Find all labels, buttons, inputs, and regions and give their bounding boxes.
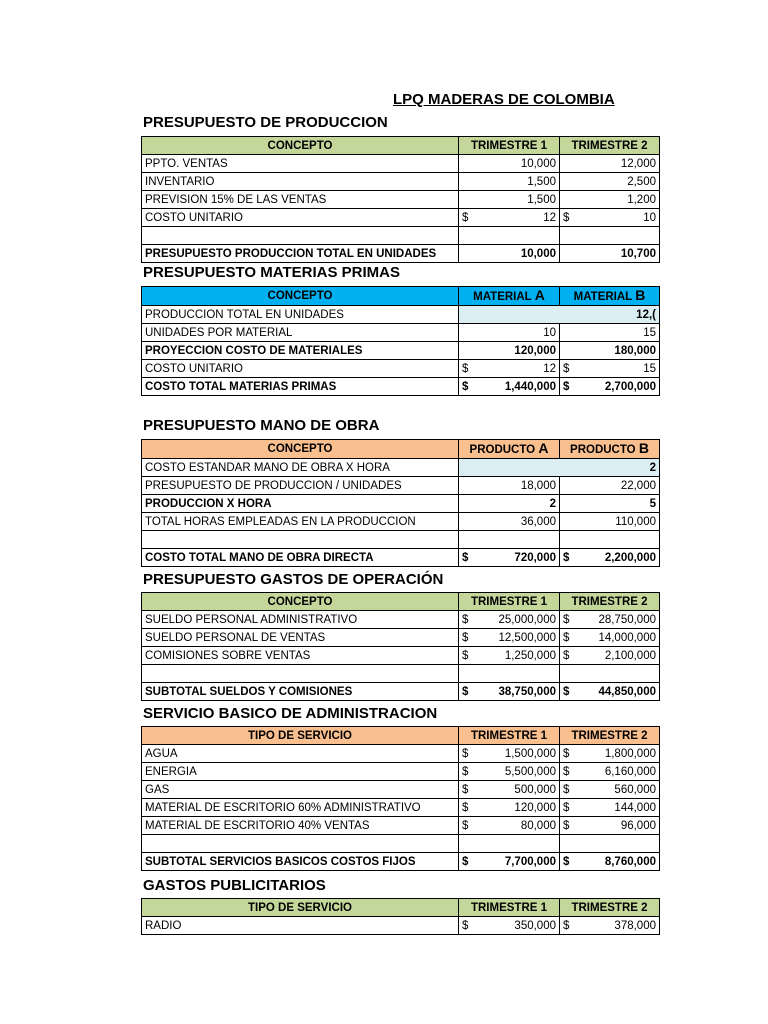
total-row [142, 853, 660, 871]
row-label[interactable]: COMISIONES SOBRE VENTAS [142, 647, 459, 665]
table-row [142, 306, 660, 324]
header-material-a: MATERIAL A [459, 287, 560, 306]
row-label[interactable]: SUELDO PERSONAL DE VENTAS [142, 629, 459, 647]
cell-t1[interactable]: 1,500 [459, 173, 560, 191]
row-label[interactable]: TOTAL HORAS EMPLEADAS EN LA PRODUCCION [142, 513, 459, 531]
row-label[interactable]: COSTO UNITARIO [142, 360, 459, 378]
table-row [142, 917, 660, 935]
header-trimestre-2: TRIMESTRE 2 [560, 899, 660, 917]
total-a[interactable]: $ 1,440,000 [459, 378, 560, 396]
table-row [142, 745, 660, 763]
cell-t1[interactable]: $ 120,000 [459, 799, 560, 817]
header-concepto: CONCEPTO [142, 137, 459, 155]
table-header-row [142, 593, 660, 611]
row-label[interactable]: PRESUPUESTO DE PRODUCCION / UNIDADES [142, 477, 459, 495]
cell-t1[interactable]: $ 350,000 [459, 917, 560, 935]
row-label[interactable]: GAS [142, 781, 459, 799]
total-t2[interactable]: 10,700 [560, 245, 660, 263]
cell-t1[interactable]: $ 1,250,000 [459, 647, 560, 665]
table-row [142, 611, 660, 629]
section-title-materias-primas: PRESUPUESTO MATERIAS PRIMAS [143, 264, 400, 281]
cell-t1[interactable]: $ 500,000 [459, 781, 560, 799]
header-trimestre-2: TRIMESTRE 2 [560, 593, 660, 611]
table-gastos-publicitarios [141, 898, 660, 935]
table-row [142, 324, 660, 342]
cell-value: 10 [643, 211, 656, 224]
total-b[interactable]: $ 2,700,000 [560, 378, 660, 396]
cell-t1[interactable]: 1,500 [459, 191, 560, 209]
header-trimestre-1: TRIMESTRE 1 [459, 137, 560, 155]
section-title-gastos-operacion: PRESUPUESTO GASTOS DE OPERACIÓN [143, 571, 444, 588]
table-header-row [142, 899, 660, 917]
section-title-gastos-publicitarios: GASTOS PUBLICITARIOS [143, 877, 326, 894]
merged-value-cell[interactable]: 2 [459, 459, 660, 477]
row-label[interactable]: MATERIAL DE ESCRITORIO 60% ADMINISTRATIVO [142, 799, 459, 817]
total-label[interactable]: SUBTOTAL SERVICIOS BASICOS COSTOS FIJOS [142, 853, 459, 871]
cell-t1[interactable]: $ 12,500,000 [459, 629, 560, 647]
total-t2[interactable]: $ 44,850,000 [560, 683, 660, 701]
table-row [142, 513, 660, 531]
table-header-row [142, 440, 660, 459]
total-row [142, 549, 660, 567]
cell-a[interactable]: 18,000 [459, 477, 560, 495]
section-title-servicio-basico: SERVICIO BASICO DE ADMINISTRACION [143, 705, 438, 722]
total-label[interactable]: COSTO TOTAL MATERIAS PRIMAS [142, 378, 459, 396]
currency-sign: $ [563, 211, 570, 224]
cell-a[interactable]: $ 12 [459, 360, 560, 378]
cell-t1[interactable]: $ 25,000,000 [459, 611, 560, 629]
cell-t2[interactable]: $ 144,000 [560, 799, 660, 817]
header-tipo-servicio: TIPO DE SERVICIO [142, 727, 459, 745]
table-row [142, 477, 660, 495]
cell-t2[interactable]: $ 96,000 [560, 817, 660, 835]
table-row [142, 191, 660, 209]
table-row [142, 647, 660, 665]
header-trimestre-1: TRIMESTRE 1 [459, 727, 560, 745]
cell-a[interactable]: 2 [459, 495, 560, 513]
header-trimestre-1: TRIMESTRE 1 [459, 899, 560, 917]
table-row [142, 155, 660, 173]
total-t2[interactable]: $ 8,760,000 [560, 853, 660, 871]
table-row [142, 360, 660, 378]
table-materias-primas [141, 286, 660, 396]
total-t1[interactable]: 10,000 [459, 245, 560, 263]
header-trimestre-2: TRIMESTRE 2 [560, 137, 660, 155]
cell-t2[interactable] [560, 209, 660, 227]
cell-t1[interactable]: $ 5,500,000 [459, 763, 560, 781]
cell-t1[interactable] [459, 209, 560, 227]
row-label[interactable]: PREVISION 15% DE LAS VENTAS [142, 191, 459, 209]
cell-b[interactable]: 15 [560, 324, 660, 342]
row-label[interactable]: MATERIAL DE ESCRITORIO 40% VENTAS [142, 817, 459, 835]
header-material-b: MATERIAL B [560, 287, 660, 306]
cell-value: 12 [543, 211, 556, 224]
header-concepto: CONCEPTO [142, 287, 459, 306]
total-t1[interactable]: $ 38,750,000 [459, 683, 560, 701]
header-concepto: CONCEPTO [142, 440, 459, 459]
cell-b[interactable]: 110,000 [560, 513, 660, 531]
row-label[interactable]: RADIO [142, 917, 459, 935]
header-concepto: CONCEPTO [142, 593, 459, 611]
header-producto-a: PRODUCTO A [459, 440, 560, 459]
cell-t2[interactable]: $ 28,750,000 [560, 611, 660, 629]
cell-b[interactable]: 5 [560, 495, 660, 513]
row-label[interactable]: COSTO ESTANDAR MANO DE OBRA X HORA [142, 459, 459, 477]
row-label[interactable]: UNIDADES POR MATERIAL [142, 324, 459, 342]
cell-b[interactable]: $ 15 [560, 360, 660, 378]
cell-t1[interactable]: $ 1,500,000 [459, 745, 560, 763]
table-row [142, 495, 660, 513]
cell-b[interactable]: 22,000 [560, 477, 660, 495]
table-row [142, 173, 660, 191]
merged-value-cell[interactable]: 12,( [459, 306, 660, 324]
total-b[interactable]: $ 2,200,000 [560, 549, 660, 567]
currency-sign: $ [462, 211, 469, 224]
cell-t1[interactable]: 10,000 [459, 155, 560, 173]
table-servicio-basico [141, 726, 660, 871]
total-label[interactable]: PRESUPUESTO PRODUCCION TOTAL EN UNIDADES [142, 245, 459, 263]
header-producto-b: PRODUCTO B [560, 440, 660, 459]
table-header-row [142, 727, 660, 745]
table-row [142, 209, 660, 227]
total-label[interactable]: SUBTOTAL SUELDOS Y COMISIONES [142, 683, 459, 701]
table-row [142, 342, 660, 360]
cell-t2[interactable]: 1,200 [560, 191, 660, 209]
header-trimestre-2: TRIMESTRE 2 [560, 727, 660, 745]
row-label[interactable]: ENERGIA [142, 763, 459, 781]
total-a[interactable]: $ 720,000 [459, 549, 560, 567]
cell-t2[interactable]: $ 1,800,000 [560, 745, 660, 763]
section-title-produccion: PRESUPUESTO DE PRODUCCION [143, 114, 388, 131]
table-header-row [142, 137, 660, 155]
row-label[interactable]: INVENTARIO [142, 173, 459, 191]
table-row [142, 817, 660, 835]
cell-t2[interactable]: 2,500 [560, 173, 660, 191]
row-label[interactable]: PRODUCCION TOTAL EN UNIDADES [142, 306, 459, 324]
table-row [142, 763, 660, 781]
row-label[interactable]: SUELDO PERSONAL ADMINISTRATIVO [142, 611, 459, 629]
cell-t2[interactable]: $ 560,000 [560, 781, 660, 799]
cell-a[interactable]: 120,000 [459, 342, 560, 360]
cell-a[interactable]: 10 [459, 324, 560, 342]
total-row [142, 683, 660, 701]
table-mano-de-obra [141, 439, 660, 567]
cell-t2[interactable]: 12,000 [560, 155, 660, 173]
header-trimestre-1: TRIMESTRE 1 [459, 593, 560, 611]
total-t1[interactable]: $ 7,700,000 [459, 853, 560, 871]
header-tipo-servicio: TIPO DE SERVICIO [142, 899, 459, 917]
row-label[interactable]: PPTO. VENTAS [142, 155, 459, 173]
cell-t1[interactable]: $ 80,000 [459, 817, 560, 835]
table-header-row [142, 287, 660, 306]
cell-t2[interactable]: $ 14,000,000 [560, 629, 660, 647]
document-title: LPQ MADERAS DE COLOMBIA [393, 91, 615, 108]
row-label[interactable]: AGUA [142, 745, 459, 763]
total-label[interactable]: COSTO TOTAL MANO DE OBRA DIRECTA [142, 549, 459, 567]
row-label[interactable]: PRODUCCION X HORA [142, 495, 459, 513]
table-row [142, 459, 660, 477]
row-label[interactable]: COSTO UNITARIO [142, 209, 459, 227]
section-title-mano-de-obra: PRESUPUESTO MANO DE OBRA [143, 417, 380, 434]
table-row [142, 799, 660, 817]
total-row [142, 245, 660, 263]
table-gastos-operacion [141, 592, 660, 701]
cell-b[interactable]: 180,000 [560, 342, 660, 360]
table-row [142, 629, 660, 647]
table-row [142, 781, 660, 799]
cell-t2[interactable]: $ 2,100,000 [560, 647, 660, 665]
table-produccion [141, 136, 660, 263]
row-label[interactable]: PROYECCION COSTO DE MATERIALES [142, 342, 459, 360]
cell-a[interactable]: 36,000 [459, 513, 560, 531]
total-row [142, 378, 660, 396]
cell-t2[interactable]: $ 378,000 [560, 917, 660, 935]
cell-t2[interactable]: $ 6,160,000 [560, 763, 660, 781]
